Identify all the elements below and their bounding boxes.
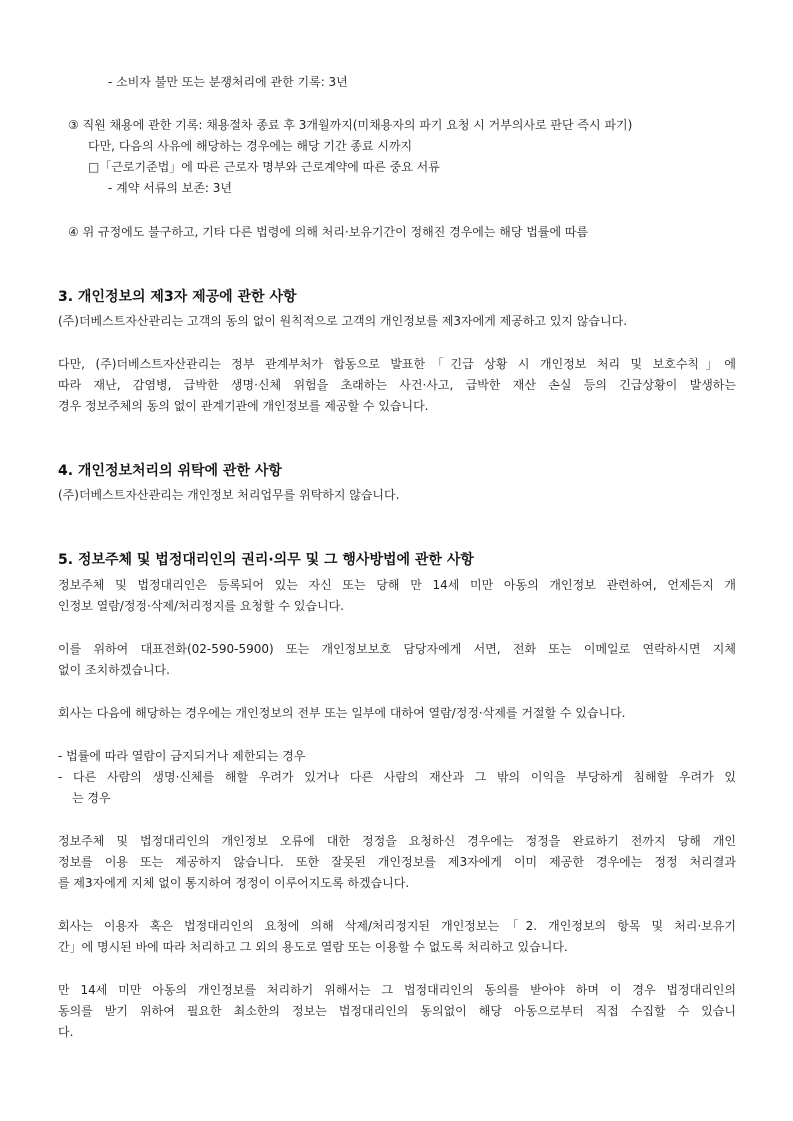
section3-paragraph1: (주)더베스트자산관리는 고객의 동의 없이 원칙적으로 고객의 개인정보를 제3자에게 제공하고 있지 않습니다. xyxy=(58,314,628,328)
section5-p6-line3: 다. xyxy=(58,1025,74,1039)
section5-p4-line1: 정보주체 및 법정대리인의 개인정보 오류에 대한 정정을 요청하신 경우에는 정정을 완료하기 전까지 당해 개인 xyxy=(58,834,736,848)
section5-p5-line2: 간」에 명시된 바에 따라 처리하고 그 외의 용도로 열람 또는 이용할 수 없도록 처리하고 있습니다. xyxy=(58,940,568,954)
section5-p6-line1: 만 14세 미만 아동의 개인정보를 처리하기 위해서는 그 법정대리인의 동의를 받아야 하며 이 경우 법정대리인의 xyxy=(58,983,736,997)
section5-p6-line2: 동의를 받기 위하여 필요한 최소한의 정보는 법정대리인의 동의없이 해당 아동으로부터 직접 수집할 수 있습니 xyxy=(58,1004,736,1018)
section5-p1-line2: 인정보 열람/정정·삭제/처리정지를 요청할 수 있습니다. xyxy=(58,599,344,613)
section5-p2-line2: 없이 조치하겠습니다. xyxy=(58,663,170,677)
section3-paragraph2-line3: 경우 정보주체의 동의 없이 관계기관에 개인정보를 제공할 수 있습니다. xyxy=(58,399,429,413)
section5-bullet2-line2: 는 경우 xyxy=(72,791,111,805)
section5-bullet1: - 법률에 따라 열람이 금지되거나 제한되는 경우 xyxy=(58,749,306,763)
section3-paragraph2-line2: 따라 재난, 감염병, 급박한 생명·신체 위험을 초래하는 사건·사고, 급박한 재산 손실 등의 긴급상황이 발생하는 xyxy=(58,378,736,392)
retention-consumer-record: - 소비자 불만 또는 분쟁처리에 관한 기록: 3년 xyxy=(108,75,348,89)
section3-heading: 3. 개인정보의 제3자 제공에 관한 사항 xyxy=(58,289,297,305)
section5-heading: 5. 정보주체 및 법정대리인의 권리·의무 및 그 행사방법에 관한 사항 xyxy=(58,552,474,568)
retention-item3-line3: □「근로기준법」에 따른 근로자 명부와 근로계약에 따른 중요 서류 xyxy=(88,160,440,174)
section5-p4-line2: 정보를 이용 또는 제공하지 않습니다. 또한 잘못된 개인정보를 제3자에게 이미 제공한 경우에는 정정 처리결과 xyxy=(58,855,736,869)
section5-bullet2-line1: - 다른 사람의 생명·신체를 해할 우려가 있거나 다른 사람의 재산과 그 밖의 이익을 부당하게 침해할 우려가 있 xyxy=(58,770,736,784)
section5-p5-line1: 회사는 이용자 혹은 법정대리인의 요청에 의해 삭제/처리정지된 개인정보는「2. 개인정보의 항목 및 처리·보유기 xyxy=(58,919,736,933)
section4-paragraph1: (주)더베스트자산관리는 개인정보 처리업무를 위탁하지 않습니다. xyxy=(58,488,400,502)
section3-paragraph2-line1: 다만, (주)더베스트자산관리는 정부 관계부처가 합동으로 발표한「긴급 상황 시 개인정보 처리 및 보호수칙」에 xyxy=(58,357,736,371)
section4-heading: 4. 개인정보처리의 위탁에 관한 사항 xyxy=(58,463,282,479)
section5-p2-line1: 이를 위하여 대표전화(02-590-5900) 또는 개인정보보호 담당자에게 서면, 전화 또는 이메일로 연락하시면 지체 xyxy=(58,642,736,656)
section5-p4-line3: 를 제3자에게 지체 없이 통지하여 정정이 이루어지도록 하겠습니다. xyxy=(58,876,410,890)
retention-item3-line1: ③ 직원 채용에 관한 기록: 채용절차 종료 후 3개월까지(미채용자의 파기 요청 시 거부의사로 판단 즉시 파기) xyxy=(68,118,633,132)
retention-item3-line2: 다만, 다음의 사유에 해당하는 경우에는 해당 기간 종료 시까지 xyxy=(88,139,413,153)
retention-item3-line4: - 계약 서류의 보존: 3년 xyxy=(108,181,233,195)
section5-p3: 회사는 다음에 해당하는 경우에는 개인정보의 전부 또는 일부에 대하여 열람/정정·삭제를 거절할 수 있습니다. xyxy=(58,706,626,720)
section5-p1-line1: 정보주체 및 법정대리인은 등록되어 있는 자신 또는 당해 만 14세 미만 아동의 개인정보 관련하여, 언제든지 개 xyxy=(58,578,736,592)
retention-item4: ④ 위 규정에도 불구하고, 기타 다른 법령에 의해 처리·보유기간이 정해진 경우에는 해당 법률에 따름 xyxy=(68,225,589,239)
